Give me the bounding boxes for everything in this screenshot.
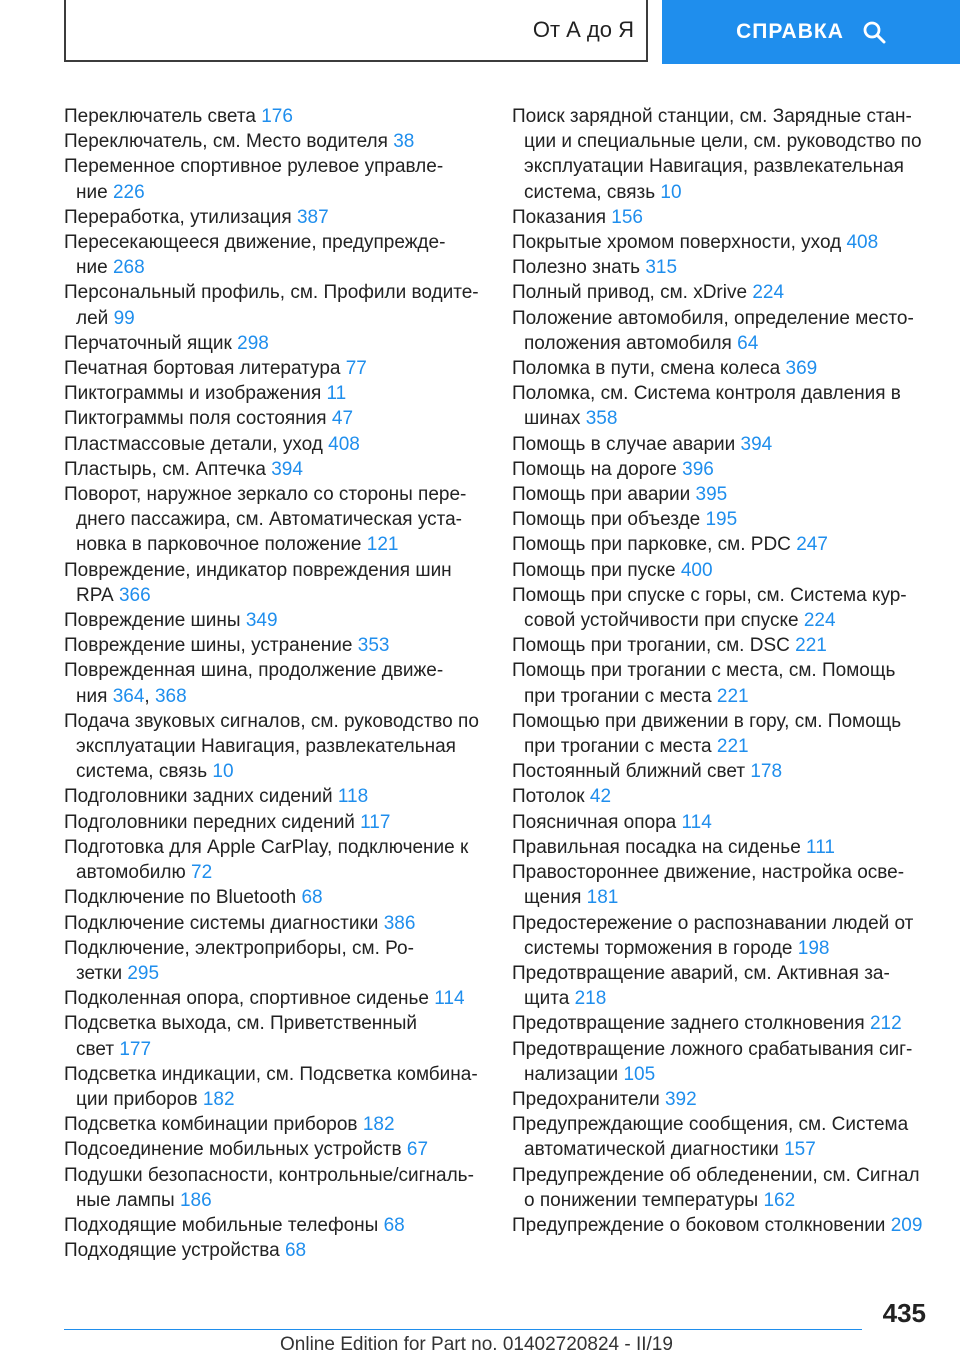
index-entry-term: Правостороннее движение, настройка освещения	[512, 862, 905, 909]
page-reference-link[interactable]: 182	[202, 1088, 235, 1110]
page-reference-link[interactable]: 156	[611, 206, 643, 228]
search-icon[interactable]	[862, 20, 886, 44]
page-reference-link[interactable]: 157	[784, 1139, 816, 1161]
page-reference-link[interactable]: 392	[664, 1088, 697, 1110]
index-entry	[512, 507, 932, 532]
index-entry	[64, 1112, 484, 1137]
index-column-right	[512, 104, 932, 1238]
index-entry-term: Показания	[512, 206, 606, 228]
index-entry-term: Переменное спортивное рулевое управление	[64, 156, 444, 203]
index-entry	[64, 356, 484, 381]
index-entry-term: Помощь при трогании, см. DSC	[512, 635, 790, 657]
index-entry	[512, 1112, 932, 1162]
page-reference-link[interactable]: 177	[119, 1038, 152, 1060]
index-entry-term: Подача звуковых сигналов, см. руководство по эксплуатации Навигация, развлекательная система, связь	[64, 710, 479, 783]
index-entry-term: Пиктограммы и изображения	[64, 383, 322, 405]
page-reference-link[interactable]: 221	[716, 736, 749, 758]
index-entry	[64, 1062, 484, 1112]
page-reference-link[interactable]: 221	[795, 635, 827, 657]
index-column-left	[64, 104, 484, 1263]
page-reference-link[interactable]: 395	[695, 484, 728, 506]
index-entry-term: Подголовники задних сидений	[64, 786, 333, 808]
index-entry	[512, 835, 932, 860]
index-entry-term: Переключатель света	[64, 106, 256, 127]
page-reference-link[interactable]: 181	[586, 887, 619, 909]
page-reference-link[interactable]: 68	[383, 1214, 405, 1236]
index-entry-term: Поломка в пути, смена колеса	[512, 358, 781, 380]
page-header	[0, 0, 960, 64]
page-reference-link[interactable]: 111	[806, 836, 835, 858]
index-entry-term: Помощь при парковке, см. PDC	[512, 534, 791, 556]
index-entry	[512, 255, 932, 280]
page-reference-link[interactable]: 353	[357, 635, 390, 657]
index-entry	[512, 1037, 932, 1087]
index-entry	[512, 911, 932, 961]
page-reference-link[interactable]: 68	[284, 1240, 307, 1262]
index-entry-term: Подходящие мобильные телефоны	[64, 1214, 379, 1236]
tab-a-to-z-label: От А до Я	[532, 17, 634, 42]
page-reference-link[interactable]: 221	[716, 685, 749, 707]
index-entry	[64, 230, 484, 280]
page-reference-link[interactable]: 408	[328, 433, 360, 455]
index-entry-term: Правильная посадка на сиденье	[512, 836, 801, 858]
page-reference-link[interactable]: 182	[362, 1114, 395, 1136]
index-entry	[512, 280, 932, 305]
index-entry-term: Предотвращение заднего столкновения	[512, 1013, 865, 1035]
index-entry-term: Помощь в случае аварии	[512, 433, 736, 455]
index-entry	[64, 1163, 484, 1213]
page-reference-link[interactable]: 42	[589, 786, 612, 808]
index-entry-term: Пластмассовые детали, уход	[64, 433, 323, 455]
index-entry	[64, 381, 484, 406]
index-entry	[64, 709, 484, 785]
page-reference-link[interactable]: 368	[154, 685, 187, 707]
index-entry-term: Потолок	[512, 786, 585, 808]
index-entry	[64, 104, 484, 129]
index-entry	[512, 457, 932, 482]
index-entry	[64, 608, 484, 633]
index-entry	[64, 406, 484, 431]
index-entry	[512, 532, 932, 557]
index-entry	[64, 810, 484, 835]
page-reference-link[interactable]: 195	[705, 509, 738, 531]
index-entry-term: Пересекающееся движение, предупреждение	[64, 232, 446, 279]
index-entry	[64, 331, 484, 356]
tab-help[interactable]	[662, 0, 960, 64]
index-entry-term: Помощь при трогании с места, см. Помощь при трогании с места	[512, 660, 896, 707]
page-reference-link[interactable]: 358	[585, 408, 618, 430]
index-entry-term: Переключатель, см. Место водителя	[64, 131, 388, 153]
page-reference-link[interactable]: 369	[785, 358, 818, 380]
index-entry	[64, 558, 484, 608]
index-entry-term: Предупреждение о боковом столкновении	[512, 1214, 886, 1236]
index-entry-term: Подключение по Bluetooth	[64, 887, 297, 909]
page-reference-link[interactable]: 298	[237, 332, 269, 354]
page-reference-link[interactable]: 118	[337, 786, 369, 808]
index-entry	[512, 709, 932, 759]
index-entry	[64, 129, 484, 154]
index-entry-term: Помощь на дороге	[512, 458, 677, 480]
page-reference-link[interactable]: 226	[112, 181, 145, 203]
footer-edition: Online Edition for Part no. 01402720824 - II/19	[280, 1334, 673, 1355]
index-entry	[512, 759, 932, 784]
index-entry-term: Поворот, наружное зеркало со стороны переднего пассажира, см. Автоматическая установка в парковочное положение	[64, 484, 467, 556]
index-entry	[64, 205, 484, 230]
index-entry	[512, 558, 932, 583]
index-entry	[64, 482, 484, 558]
index-entry	[64, 936, 484, 986]
index-entry	[512, 633, 932, 658]
index-entry-term: Подсоединение мобильных устройств	[64, 1139, 402, 1161]
index-entry-term: Повреждение шины	[64, 610, 241, 632]
page-reference-link[interactable]: 68	[301, 887, 323, 909]
index-entry	[64, 280, 484, 330]
page-reference-link[interactable]: 72	[191, 862, 213, 884]
page-reference-link[interactable]: 117	[360, 811, 391, 833]
index-entry	[64, 1137, 484, 1162]
page-reference-link[interactable]: 67	[406, 1139, 429, 1161]
page-reference-link[interactable]: 209	[890, 1214, 923, 1236]
index-entry	[512, 432, 932, 457]
tab-help-label: СПРАВКА	[736, 20, 844, 43]
index-entry-term: Предохранители	[512, 1088, 660, 1110]
page-reference-link[interactable]: 224	[752, 282, 785, 304]
index-entry	[64, 1238, 484, 1263]
index-entry-term: Полезно знать	[512, 257, 641, 279]
page-reference-link[interactable]: 121	[366, 534, 399, 556]
page-reference-link[interactable]: 394	[740, 433, 773, 455]
page-reference-link[interactable]: 114	[434, 988, 465, 1010]
index-entry	[64, 986, 484, 1011]
index-entry	[512, 1213, 932, 1238]
index-entry: Поврежденная шина, продолжение движения 364, 368	[64, 660, 444, 707]
page-reference-link[interactable]: 295	[127, 962, 160, 984]
footer-divider	[64, 1329, 862, 1330]
index-entry	[64, 835, 484, 885]
index-entry	[512, 860, 932, 910]
index-entry-term: Повреждение, индикатор повреждения шин RPA	[64, 559, 452, 606]
page-reference-link[interactable]: 366	[118, 584, 151, 606]
index-entry	[64, 885, 484, 910]
page-reference-link[interactable]: 268	[112, 257, 145, 279]
index-entry	[512, 784, 932, 809]
index-entry-term: Помощью при движении в гору, см. Помощь при трогании с места	[512, 710, 902, 758]
index-entry-term: Положение автомобиля, определение местоположения автомобиля	[512, 307, 914, 354]
page-reference-link[interactable]: 105	[623, 1063, 656, 1085]
index-entry	[512, 1163, 932, 1213]
page-reference-link[interactable]: 99	[113, 307, 135, 329]
page-reference-link[interactable]: 218	[574, 988, 607, 1010]
index-entry-term: Помощь при аварии	[512, 484, 691, 506]
index-entry-term: Полный привод, см. xDrive	[512, 282, 748, 304]
page-reference-link[interactable]: 47	[331, 408, 354, 430]
index-entry	[64, 432, 484, 457]
index-entry-term: Подушки безопасности, контрольные/сигнальные лампы	[64, 1164, 474, 1211]
index-entry	[512, 961, 932, 1011]
index-entry-term: Покрытые хромом поверхности, уход	[512, 232, 842, 254]
index-entry	[512, 205, 932, 230]
index-entry	[512, 306, 932, 356]
index-entry-term: Подготовка для Apple CarPlay, подключение к автомобилю	[64, 836, 469, 884]
page-reference-link[interactable]: 11	[326, 383, 347, 405]
index-entry-term: Поясничная опора	[512, 811, 677, 833]
index-entry	[512, 1087, 932, 1112]
index-entry-term: Переработка, утилизация	[64, 206, 292, 228]
index-entry-term: Подколенная опора, спортивное сиденье	[64, 988, 429, 1010]
index-entry	[64, 1011, 484, 1061]
index-entry	[512, 658, 932, 708]
index-entry-term: Поиск зарядной станции, см. Зарядные станции и специальные цели, см. руководство по эксплуатации Навигация, развлекательная система, связь	[512, 106, 922, 203]
page-reference-link[interactable]: 176	[261, 106, 293, 127]
page-reference-link[interactable]: 178	[750, 761, 783, 783]
index-entry-term: Поврежденная шина, продолжение движения	[64, 660, 444, 707]
page-reference-link[interactable]: 387	[296, 206, 329, 228]
page-reference-link[interactable]: 394	[271, 458, 303, 480]
index-entry-term: Подключение системы диагностики	[64, 912, 379, 934]
index-entry	[512, 381, 932, 431]
page-reference-link[interactable]: 38	[393, 131, 415, 153]
page-reference-link[interactable]: 349	[245, 610, 278, 632]
index-entry-term: Предотвращение аварий, см. Активная защита	[512, 962, 890, 1010]
index-entry-term: Подсветка индикации, см. Подсветка комбинации приборов	[64, 1063, 478, 1110]
index-entry	[64, 1213, 484, 1238]
index-entry-term: Помощь при спуске с горы, см. Система курсовой устойчивости при спуске	[512, 584, 907, 632]
page-reference-link[interactable]: 386	[383, 912, 416, 934]
index-entry-term: Подсветка выхода, см. Приветственный свет	[64, 1013, 418, 1060]
index-entry	[64, 784, 484, 809]
index-entry-term: Печатная бортовая литература	[64, 358, 341, 380]
page-reference-link[interactable]: 400	[680, 559, 713, 581]
page-reference-link[interactable]: 10	[212, 761, 234, 783]
index-entry-term: Подголовники передних сидений	[64, 811, 355, 833]
index-entry-term: Помощь при объезде	[512, 509, 701, 531]
page-reference-link[interactable]: 162	[763, 1189, 796, 1211]
page-reference-link[interactable]: 10	[660, 181, 682, 203]
index-entry-term: Перчаточный ящик	[64, 332, 232, 354]
index-entry-term: Пластырь, см. Аптечка	[64, 458, 266, 480]
index-entry	[512, 356, 932, 381]
page-reference-link[interactable]: 408	[846, 232, 879, 254]
page-reference-link[interactable]: 396	[682, 458, 714, 480]
page-reference-link[interactable]: 224	[803, 610, 836, 632]
index-entry	[512, 810, 932, 835]
index-entry-term: Подсветка комбинации приборов	[64, 1114, 358, 1136]
page-reference-link[interactable]: 114	[681, 811, 712, 833]
index-entry	[512, 482, 932, 507]
index-entry	[512, 1011, 932, 1036]
index-entry	[64, 911, 484, 936]
page-number: 435	[882, 1298, 926, 1328]
index-entry-term: Предотвращение ложного срабатывания сигнализации	[512, 1038, 913, 1085]
index-entry-term: Постоянный ближний свет	[512, 761, 746, 783]
index-entry-term: Помощь при пуске	[512, 559, 676, 581]
index-entry	[512, 583, 932, 633]
index-entry-term: Повреждение шины, устранение	[64, 635, 353, 657]
page-reference-link[interactable]: 364	[112, 685, 145, 707]
page-reference-link[interactable]: 64	[737, 332, 759, 354]
index-entry-term: Предупреждение об обледенении, см. Сигнал о понижении температуры	[512, 1164, 920, 1211]
index-entry-term: Подключение, электроприборы, см. Розетки	[64, 937, 414, 984]
index-entry-term: Персональный профиль, см. Профили водителей	[64, 282, 479, 329]
index-entry	[64, 457, 484, 482]
page-reference-link[interactable]: 247	[796, 534, 828, 556]
page-reference-link[interactable]: 315	[645, 257, 678, 279]
tab-a-to-z[interactable]	[64, 0, 648, 62]
index-entry	[512, 230, 932, 255]
index-entry	[64, 633, 484, 658]
index-entry	[512, 104, 932, 205]
index-entry-term: Поломка, см. Система контроля давления в шинах	[512, 383, 901, 430]
index-entry-term: Пиктограммы поля состояния	[64, 408, 327, 430]
page-reference-link[interactable]: 198	[797, 937, 830, 959]
page-reference-link[interactable]: 77	[345, 358, 367, 380]
page-reference-link[interactable]: 212	[869, 1013, 902, 1035]
index-entry-term: Подходящие устройства	[64, 1240, 280, 1262]
index-entry-term: Предостережение о распознавании людей от системы торможения в городе	[512, 912, 914, 959]
index-entry-term: Предупреждающие сообщения, см. Система автоматической диагностики	[512, 1114, 909, 1161]
index-entry	[64, 154, 484, 204]
page-reference-link[interactable]: 186	[179, 1189, 212, 1211]
